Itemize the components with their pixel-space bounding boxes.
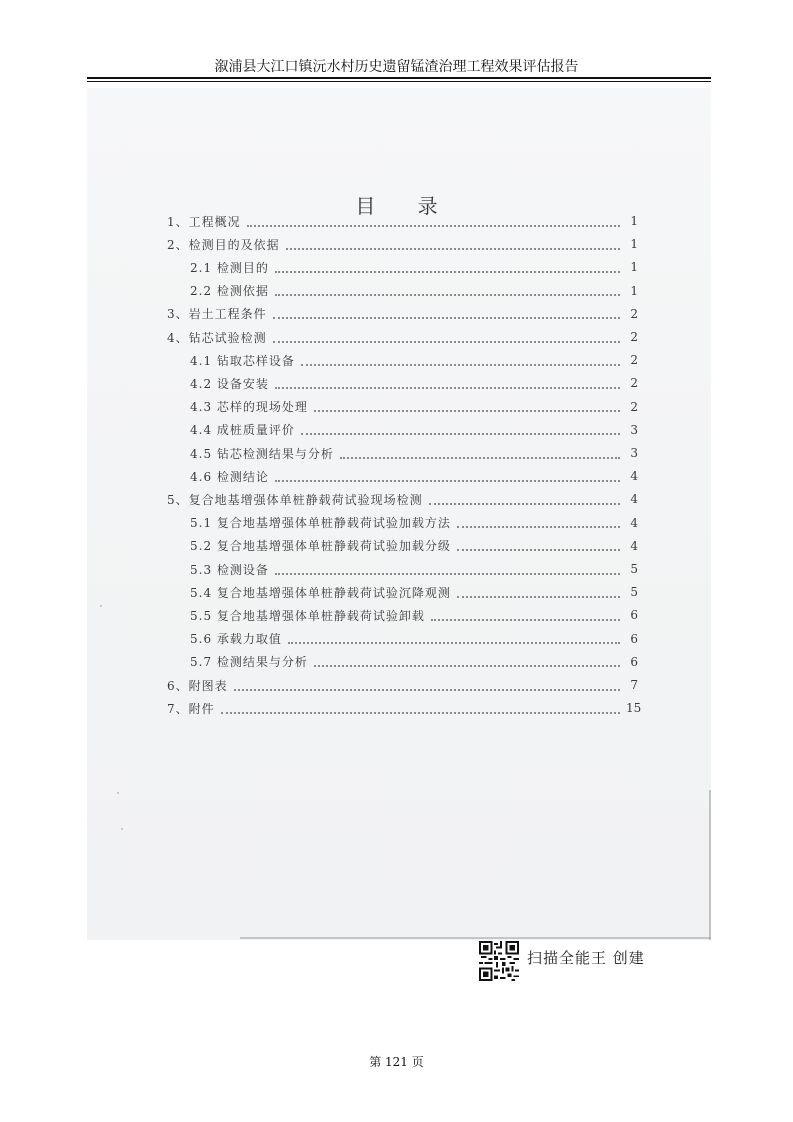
toc-dot-leader — [301, 432, 620, 435]
toc-entry-label: 2、检测目的及依据 — [167, 237, 280, 252]
toc-entry — [190, 374, 638, 392]
toc-entry-page: 3 — [630, 446, 638, 460]
toc-title: 目 录 — [355, 194, 456, 218]
toc-dot-leader — [221, 711, 620, 714]
toc-entry-label: 6、附图表 — [167, 678, 228, 693]
toc-entry-label: 4.1 钻取芯样设备 — [190, 353, 295, 368]
toc-entry-label: 4.2 设备安装 — [190, 376, 269, 391]
toc-dot-leader — [314, 664, 620, 667]
toc-entry-page: 7 — [630, 678, 638, 692]
toc-dot-leader — [286, 247, 620, 250]
toc-entry-page: 1 — [630, 260, 638, 275]
toc-entry — [190, 444, 638, 462]
toc-entry-page: 4 — [630, 538, 638, 553]
toc-entry — [190, 421, 638, 439]
toc-entry-label: 5.1 复合地基增强体单桩静载荷试验加载方法 — [190, 516, 451, 531]
toc-dot-leader — [301, 363, 620, 366]
toc-entry — [190, 537, 638, 555]
toc-dot-leader — [288, 641, 620, 644]
toc-dot-leader — [275, 293, 620, 296]
toc-entry — [190, 630, 638, 648]
toc-dot-leader — [314, 409, 620, 412]
toc-entry — [190, 653, 638, 671]
toc-entry-page: 2 — [630, 376, 638, 391]
toc-entry — [167, 490, 638, 508]
toc-entry — [190, 258, 638, 276]
toc-entry — [167, 676, 638, 694]
toc-dot-leader — [457, 525, 620, 528]
qr-code-icon — [479, 941, 519, 981]
toc-entry — [167, 305, 638, 323]
toc-dot-leader — [273, 316, 620, 319]
toc-dot-leader — [431, 618, 620, 621]
toc-entry-label: 4.4 成桩质量评价 — [190, 423, 295, 438]
toc-entry-label: 2.2 检测依据 — [190, 284, 269, 299]
toc-entry — [190, 351, 638, 369]
toc-entry-page: 2 — [630, 306, 638, 321]
toc-entry-page: 2 — [630, 353, 638, 368]
toc-entry-label: 5.2 复合地基增强体单桩静载荷试验加载分级 — [190, 539, 451, 554]
toc-dot-leader — [457, 595, 620, 598]
toc-entry-page: 6 — [630, 654, 638, 669]
scanner-brand-label: 扫描全能王 创建 — [527, 949, 645, 967]
toc-entry-page: 5 — [630, 585, 638, 600]
toc-entry — [167, 235, 638, 253]
toc-entry — [190, 398, 638, 416]
toc-entry-page: 6 — [630, 631, 638, 646]
toc-entry-label: 5.6 承载力取值 — [190, 632, 282, 647]
toc-entry-page: 6 — [630, 608, 638, 623]
toc-entry-page: 4 — [630, 469, 638, 484]
toc-dot-leader — [275, 572, 620, 575]
page-header-title: 溆浦县大江口镇沅水村历史遗留锰渣治理工程效果评估报告 — [214, 59, 579, 75]
toc-entry-label: 4.6 检测结论 — [190, 469, 269, 484]
toc-entry-label: 7、附件 — [167, 701, 215, 716]
toc-dot-leader — [340, 456, 620, 459]
toc-entry-label: 5.4 复合地基增强体单桩静载荷试验沉降观测 — [190, 585, 451, 600]
toc-entry-page: 15 — [626, 701, 642, 716]
page-number: 第 121 页 — [369, 1055, 424, 1069]
toc-entry — [167, 212, 638, 230]
toc-dot-leader — [275, 270, 620, 273]
toc-entry-label: 5.3 检测设备 — [190, 562, 269, 577]
toc-entry-page: 3 — [630, 422, 638, 437]
toc-dot-leader — [457, 548, 620, 551]
toc-entry-page: 1 — [630, 283, 638, 298]
toc-entry — [190, 583, 638, 601]
toc-entry-label: 3、岩土工程条件 — [167, 307, 267, 322]
toc-entry-label: 5.7 检测结果与分析 — [190, 655, 308, 670]
toc-dot-leader — [275, 479, 620, 482]
toc-entry-page: 5 — [630, 562, 638, 576]
toc-entry — [190, 282, 638, 300]
toc-entry — [167, 699, 642, 717]
toc-entry — [190, 606, 638, 624]
toc-entry-label: 5.5 复合地基增强体单桩静载荷试验卸载 — [190, 608, 425, 623]
toc-entry — [190, 467, 638, 485]
toc-dot-leader — [429, 502, 620, 505]
toc-entry-label: 1、工程概况 — [167, 214, 241, 229]
toc-entry-label: 2.1 检测目的 — [190, 260, 269, 275]
toc-entry-page: 1 — [630, 237, 638, 252]
toc-entry-label: 4.3 芯样的现场处理 — [190, 400, 308, 415]
toc-entry-page: 4 — [630, 492, 638, 507]
toc-entry — [167, 328, 638, 346]
toc-entry-label: 4.5 钻芯检测结果与分析 — [190, 446, 334, 461]
toc-entry — [190, 560, 638, 578]
toc-dot-leader — [273, 340, 620, 343]
toc-entry-label: 5、复合地基增强体单桩静载荷试验现场检测 — [167, 492, 423, 507]
toc-entry-page: 4 — [630, 515, 638, 530]
toc-entry-page: 2 — [630, 399, 638, 414]
toc-entry-label: 4、钻芯试验检测 — [167, 330, 267, 345]
toc-dot-leader — [275, 386, 620, 389]
toc-dot-leader — [247, 224, 620, 227]
toc-entry — [190, 514, 638, 532]
toc-dot-leader — [234, 688, 620, 691]
toc-entry-page: 1 — [630, 214, 638, 228]
toc-entry-page: 2 — [630, 330, 638, 344]
